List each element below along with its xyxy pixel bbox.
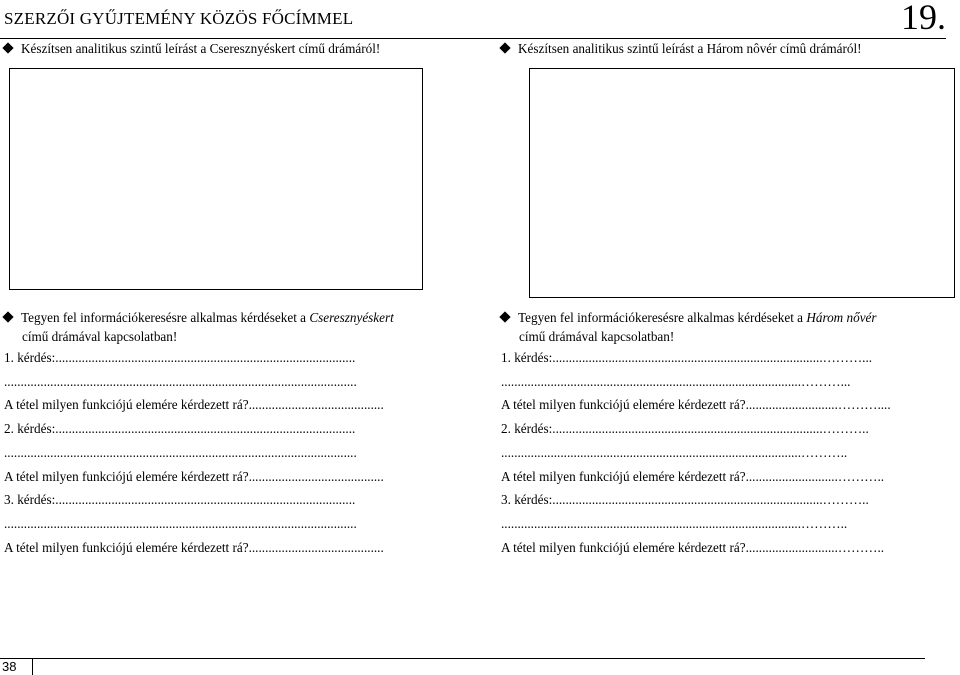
right-prompt-continuation: című drámával kapcsolatban! [519, 329, 675, 344]
diamond-bullet-icon [2, 42, 13, 53]
diamond-bullet-icon [2, 311, 13, 322]
left-question-line: 3. kérdés:........................................................................................... [4, 492, 356, 508]
left-question-line: A tétel milyen funkciójú elemére kérdezett rá?......................................... [4, 539, 384, 555]
left-question-line: 1. kérdés:........................................................................................... [4, 350, 356, 365]
left-question-line: A tétel milyen funkciójú elemére kérdezett rá?......................................... [4, 468, 384, 484]
left-question-line: ........................................................................................................... [4, 373, 357, 389]
left-question-lines [4, 346, 404, 559]
footer-page-number: 38 [2, 659, 17, 674]
left-instruction [4, 41, 474, 57]
right-question-line: A tétel milyen funkciójú elemére kérdezett rá?............................……….. [501, 468, 885, 484]
diamond-bullet-icon [499, 311, 510, 322]
left-question-line: 2. kérdés:........................................................................................... [4, 421, 356, 437]
left-prompt [4, 308, 474, 346]
left-question-line: ........................................................................................................... [4, 515, 357, 531]
page-header-title: SZERZŐI GYŰJTEMÉNY KÖZÖS FŐCÍMMEL [4, 9, 354, 28]
footer-rule [0, 658, 925, 659]
left-answer-box[interactable] [9, 68, 423, 290]
page-number: 19. [901, 0, 946, 37]
footer-divider [32, 658, 33, 675]
right-question-line: 1. kérdés:..................................................................................………... [501, 350, 873, 365]
right-prompt-text: Tegyen fel információkeresésre alkalmas kérdéseket a [518, 310, 807, 325]
right-prompt [501, 308, 953, 346]
left-prompt-title: Cseresznyéskert [309, 310, 394, 325]
right-question-line: A tétel milyen funkciójú elemére kérdezett rá?............................……….. [501, 539, 885, 555]
right-question-line: 3. kérdés:..................................................................................……….. [501, 492, 869, 508]
diamond-bullet-icon [499, 42, 510, 53]
right-question-line: A tétel milyen funkciójú elemére kérdezett rá?............................……….... [501, 397, 891, 413]
right-question-lines [501, 346, 945, 559]
left-instruction-text: Készítsen analitikus szintű leírást a Cseresznyéskert című drámáról! [21, 41, 381, 56]
left-question-line: ........................................................................................................... [4, 444, 357, 460]
right-answer-box[interactable] [529, 68, 955, 298]
right-instruction-text: Készítsen analitikus szintű leírást a Három nôvér címû drámáról! [518, 41, 862, 56]
right-question-line: ...........................................................................................……….. [501, 444, 848, 460]
left-prompt-continuation: című drámával kapcsolatban! [22, 329, 178, 344]
right-question-line: 2. kérdés:..................................................................................……….. [501, 421, 869, 437]
right-prompt-title: Három nővér [806, 310, 877, 325]
right-question-line: ...........................................................................................……….. [501, 515, 848, 531]
right-question-line: ...........................................................................................………... [501, 373, 851, 389]
left-prompt-text: Tegyen fel információkeresésre alkalmas kérdéseket a [21, 310, 310, 325]
header-rule [0, 38, 946, 39]
right-instruction [501, 41, 951, 57]
left-question-line: A tétel milyen funkciójú elemére kérdezett rá?......................................... [4, 397, 384, 413]
